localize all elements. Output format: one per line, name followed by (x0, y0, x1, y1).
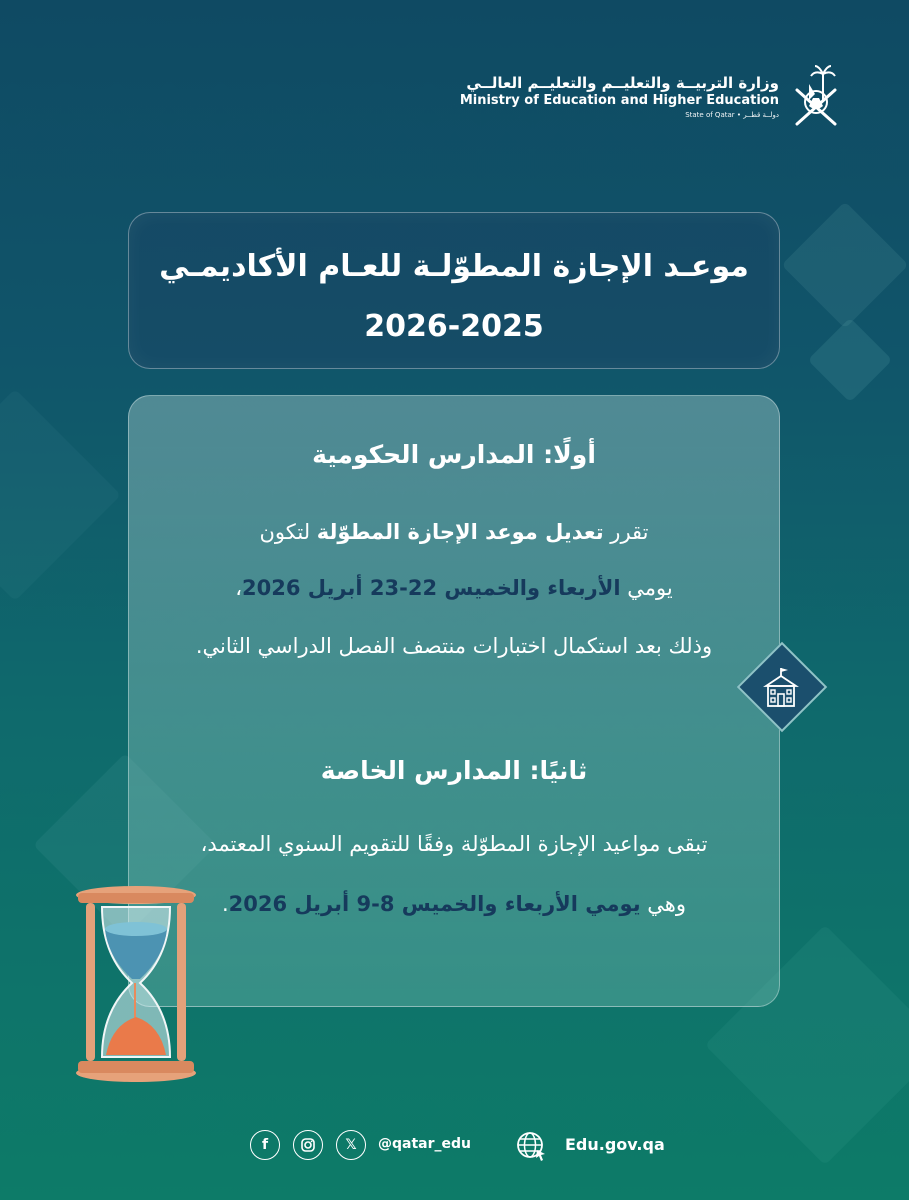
facebook-icon: f (261, 1137, 269, 1153)
academic-year: 2026-2025 (364, 309, 544, 344)
ministry-name-ar: وزارة التربيــة والتعليــم والتعليــم العالــي (466, 74, 779, 92)
x-twitter-link[interactable] (336, 1130, 366, 1160)
government-line-3: وذلك بعد استكمال اختبارات منتصف الفصل الدراسي الثاني. (195, 634, 713, 658)
qatar-emblem-icon (789, 62, 843, 132)
private-line-1: تبقى مواعيد الإجازة المطوّلة وفقًا للتقويم السنوي المعتمد، (200, 832, 708, 856)
private-line-2: وهي يومي الأربعاء والخميس 8-9 أبريل 2026. (221, 892, 687, 916)
social-handle[interactable]: @qatar_edu (378, 1136, 471, 1152)
decor-diamond (781, 201, 908, 328)
ministry-header (460, 62, 843, 132)
state-of-qatar: State of Qatar • دولــة قطــر (685, 111, 779, 119)
decor-diamond (0, 389, 121, 601)
government-line-1: تقرر تعديل موعد الإجازة المطوّلة لتكون (259, 520, 649, 544)
school-icon (752, 660, 810, 718)
x-icon: 𝕏 (345, 1137, 357, 1153)
content-card (128, 395, 780, 1007)
section-government-heading: أولًا: المدارس الحكومية (312, 440, 596, 469)
title-card (128, 212, 780, 369)
globe-icon[interactable] (515, 1130, 547, 1162)
government-line-2: يومي الأربعاء والخميس 22-23 أبريل 2026، (235, 576, 673, 600)
instagram-link[interactable] (293, 1130, 323, 1160)
instagram-icon (300, 1137, 316, 1153)
ministry-text (460, 73, 779, 121)
facebook-link[interactable] (250, 1130, 280, 1160)
page-title: موعـد الإجازة المطوّلـة للعـام الأكاديمـي (159, 249, 749, 284)
ministry-name-en: Ministry of Education and Higher Education (459, 93, 779, 108)
section-private-heading: ثانيًا: المدارس الخاصة (320, 756, 588, 785)
website-link[interactable]: Edu.gov.qa (565, 1135, 665, 1154)
hourglass-icon (72, 885, 200, 1085)
decor-diamond (808, 318, 893, 403)
footer (0, 1130, 909, 1162)
